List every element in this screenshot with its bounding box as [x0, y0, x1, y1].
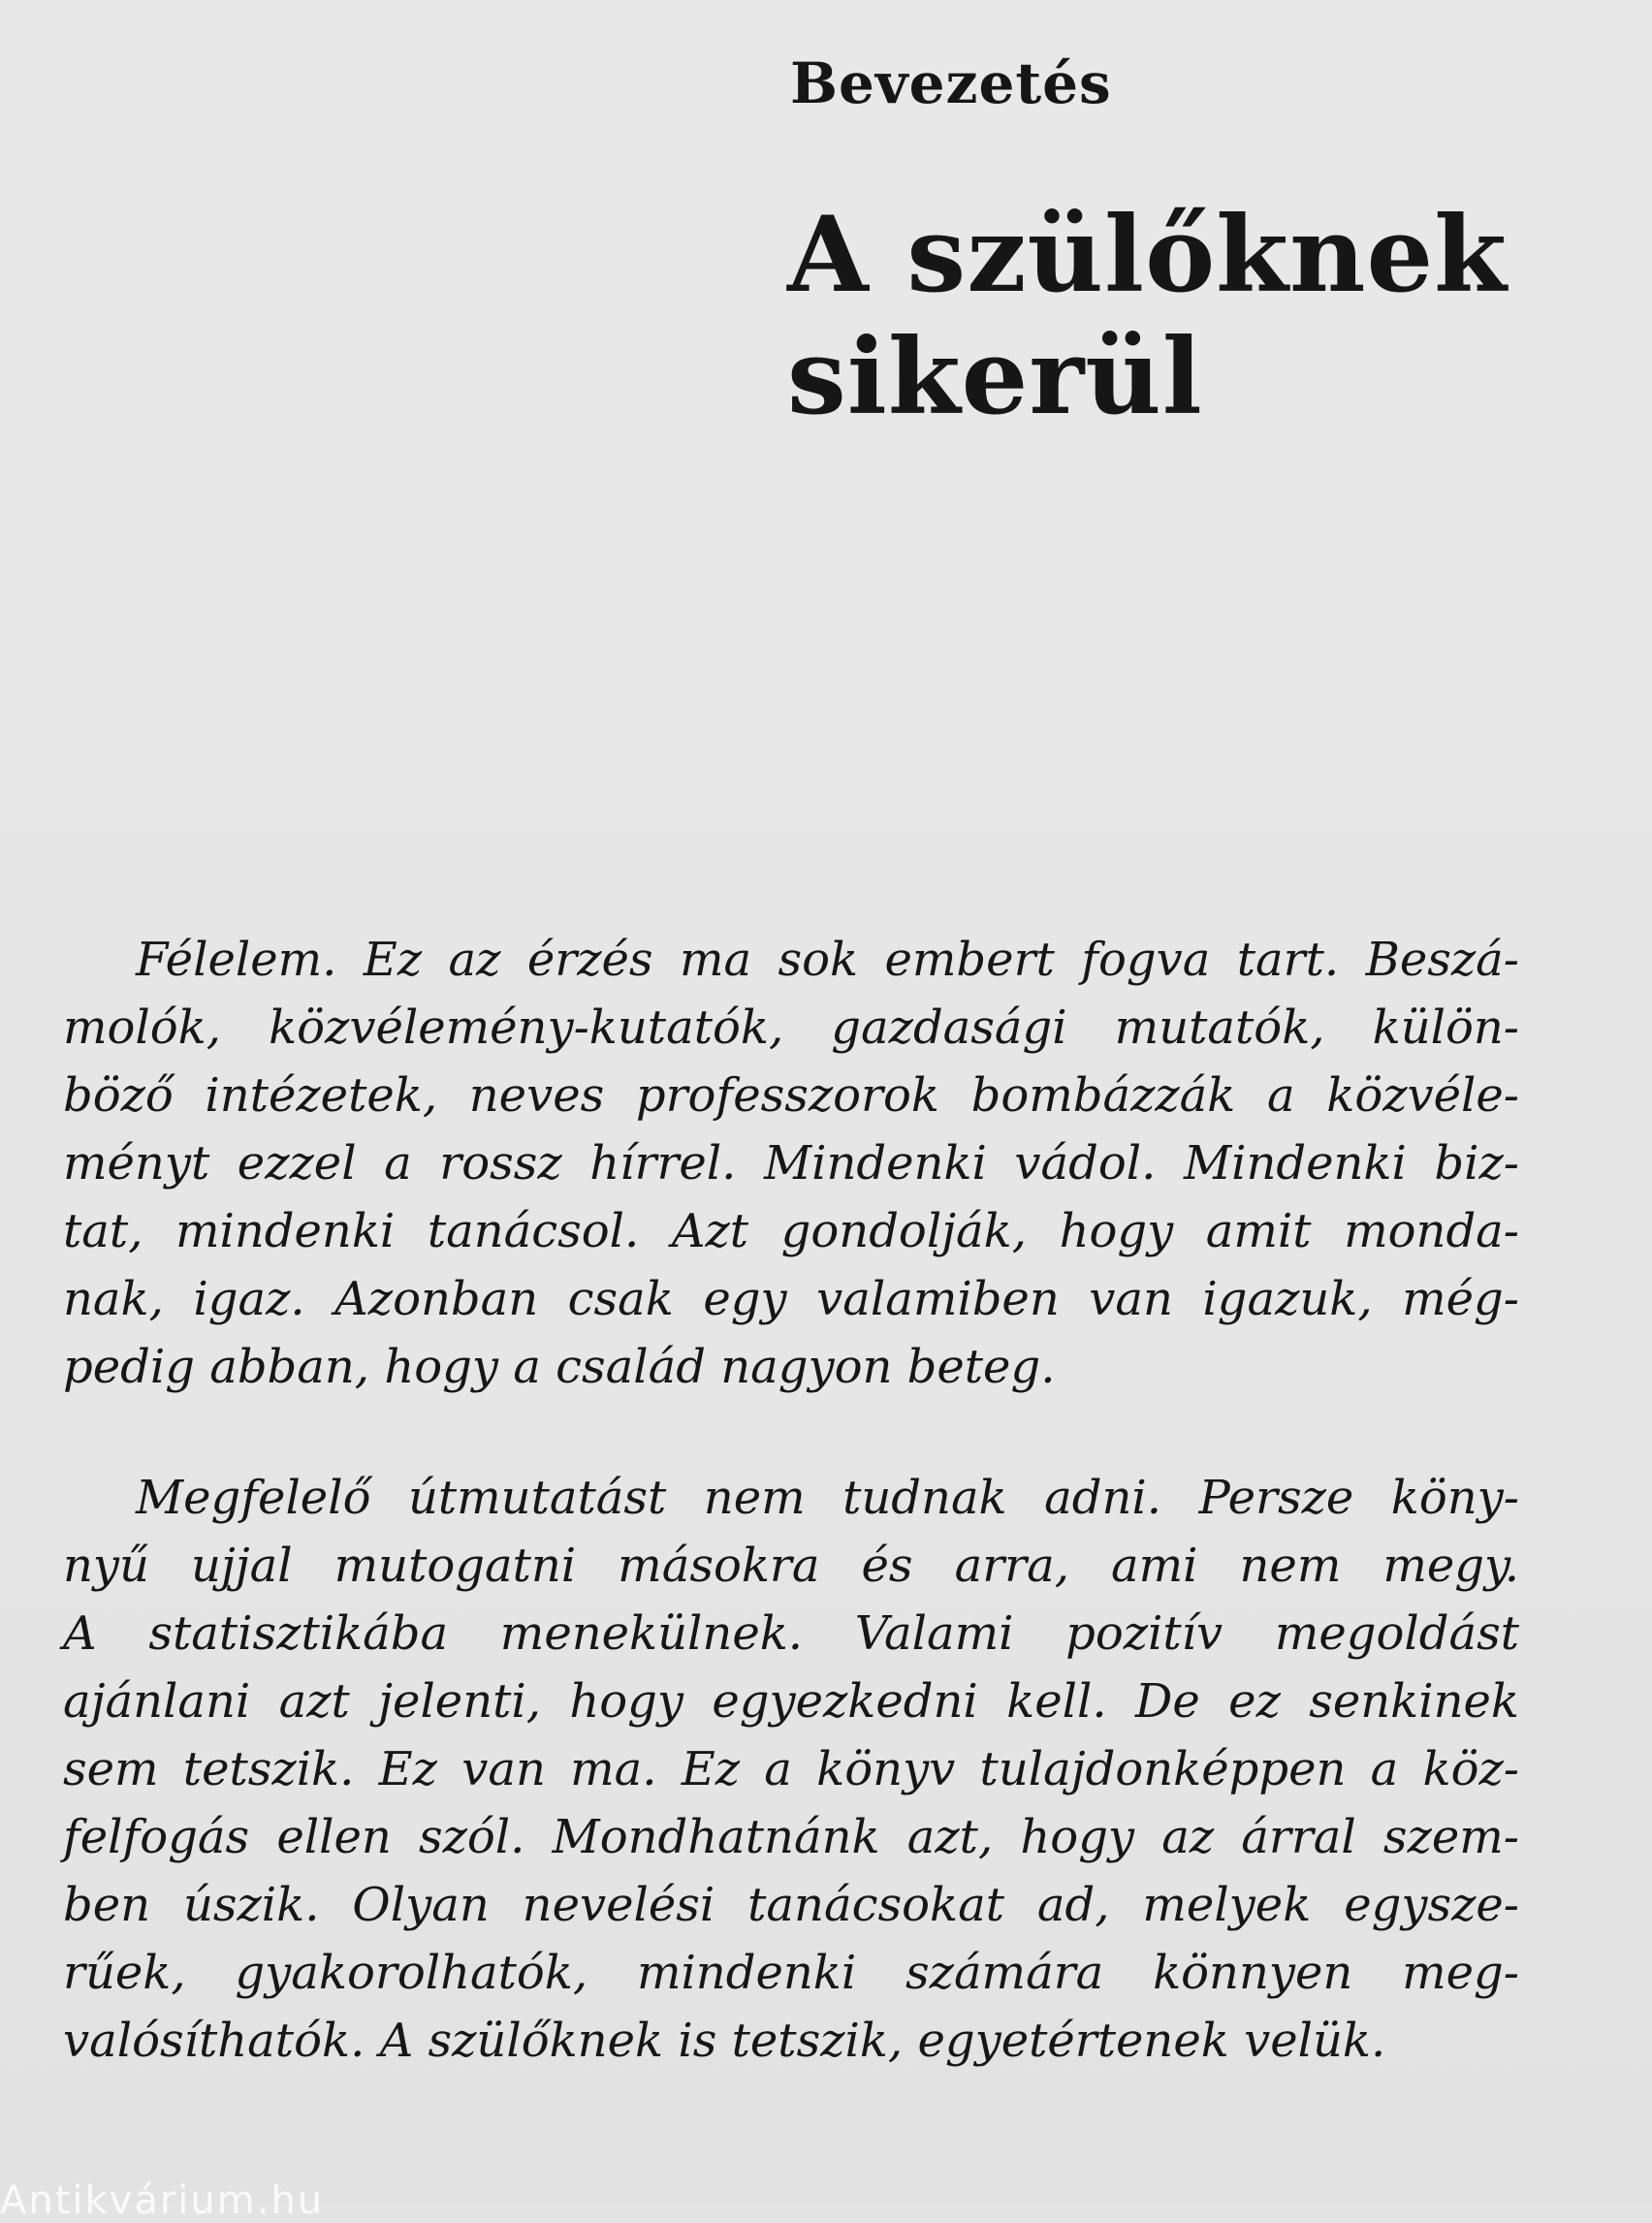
text-line: Megfelelő útmutatást nem tudnak adni. Persze köny- — [136, 1471, 1519, 1525]
body-paragraph-2 — [63, 1464, 1519, 2075]
text-line: sem tetszik. Ez van ma. Ez a könyv tulajdonképpen a köz- — [63, 1742, 1519, 1796]
chapter-title — [787, 194, 1621, 438]
chapter-title-line-2: sikerül — [787, 316, 1203, 438]
text-line: Félelem. Ez az érzés ma sok embert fogva tart. Beszá- — [136, 933, 1519, 987]
chapter-label: Bevezetés — [790, 50, 1112, 116]
text-line: ményt ezzel a rossz hírrel. Mindenki vádol. Mindenki biz- — [63, 1136, 1519, 1191]
text-line: molók, közvélemény-kutatók, gazdasági mutatók, külön- — [63, 1000, 1519, 1055]
chapter-title-line-1: A szülőknek — [787, 194, 1509, 316]
text-line: A statisztikába menekülnek. Valami pozitív megoldást — [63, 1606, 1519, 1661]
text-line: valósíthatók. A szülőknek is tetszik, egyetértenek velük. — [63, 2014, 1386, 2068]
body-paragraph-1 — [63, 926, 1519, 1401]
text-line: ben úszik. Olyan nevelési tanácsokat ad, melyek egysze- — [63, 1878, 1519, 1932]
text-line: rűek, gyakorolhatók, mindenki számára könnyen meg- — [63, 1946, 1519, 2000]
text-line: nak, igaz. Azonban csak egy valamiben van igazuk, még- — [63, 1272, 1519, 1326]
text-line: felfogás ellen szól. Mondhatnánk azt, hogy az árral szem- — [63, 1810, 1519, 1864]
text-line: ajánlani azt jelenti, hogy egyezkedni kell. De ez senkinek — [63, 1674, 1519, 1729]
watermark: Antikvárium.hu — [0, 2178, 325, 2223]
text-line: tat, mindenki tanácsol. Azt gondolják, hogy amit monda- — [63, 1204, 1519, 1258]
text-line: pedig abban, hogy a család nagyon beteg. — [63, 1340, 1056, 1394]
text-line: böző intézetek, neves professzorok bombázzák a közvéle- — [63, 1068, 1519, 1123]
text-line: nyű ujjal mutogatni másokra és arra, ami nem megy. — [63, 1539, 1519, 1593]
